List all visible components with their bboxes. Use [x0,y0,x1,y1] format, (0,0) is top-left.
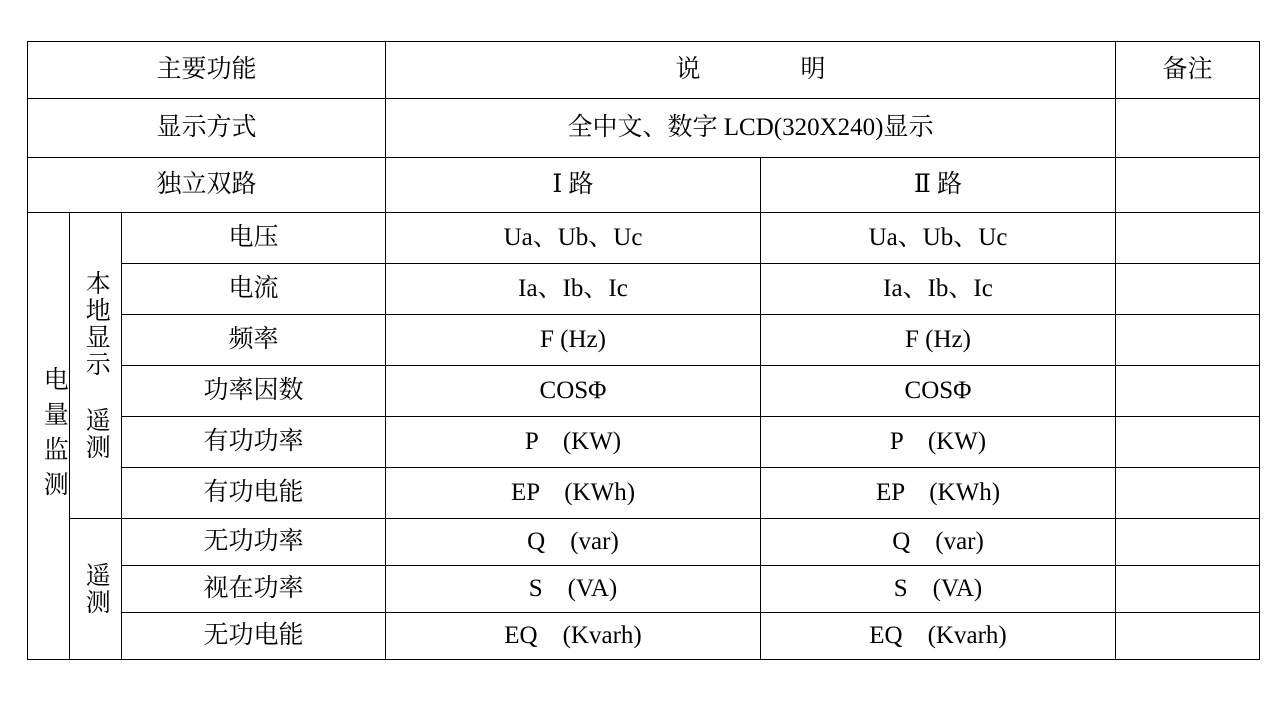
item-ch1-voltage: Ua、Ub、Uc [386,213,761,264]
table-row [28,613,1260,660]
item-ch1-frequency: F (Hz) [386,315,761,366]
item-name-reactive-energy: 无功电能 [122,613,386,660]
item-remark-apparent-power [1116,566,1260,613]
row-value-channel-2: Ⅱ 路 [761,158,1116,213]
header-cell-remark: 备注 [1116,42,1260,99]
item-ch2-frequency: F (Hz) [761,315,1116,366]
item-remark-power-factor [1116,366,1260,417]
item-ch2-reactive-energy: EQ (Kvarh) [761,613,1116,660]
item-name-active-power: 有功功率 [122,417,386,468]
table-row [28,366,1260,417]
item-remark-frequency [1116,315,1260,366]
item-ch2-active-power: P (KW) [761,417,1116,468]
row-label-display-mode: 显示方式 [28,99,386,158]
item-ch1-current: Ia、Ib、Ic [386,264,761,315]
item-ch1-reactive-energy: EQ (Kvarh) [386,613,761,660]
header-cell-description: 说 明 [386,42,1116,99]
item-ch2-active-energy: EP (KWh) [761,468,1116,519]
item-ch2-voltage: Ua、Ub、Uc [761,213,1116,264]
row-label-dual-channel: 独立双路 [28,158,386,213]
item-name-power-factor: 功率因数 [122,366,386,417]
specification-table [27,41,1260,660]
item-ch1-active-energy: EP (KWh) [386,468,761,519]
row-value-channel-1: Ⅰ 路 [386,158,761,213]
subgroup-label-telemetry: 遥测 [70,519,122,660]
item-ch2-current: Ia、Ib、Ic [761,264,1116,315]
item-remark-reactive-power [1116,519,1260,566]
item-remark-active-power [1116,417,1260,468]
subgroup-label-local-display: 本地显示 遥测 [70,213,122,519]
table-row [28,519,1260,566]
table-row [28,315,1260,366]
header-cell-function: 主要功能 [28,42,386,99]
item-name-voltage: 电压 [122,213,386,264]
item-name-reactive-power: 无功功率 [122,519,386,566]
item-name-active-energy: 有功电能 [122,468,386,519]
row-remark-display-mode [1116,99,1260,158]
table-row [28,264,1260,315]
item-name-frequency: 频率 [122,315,386,366]
item-ch2-apparent-power: S (VA) [761,566,1116,613]
item-ch1-reactive-power: Q (var) [386,519,761,566]
table-row [28,417,1260,468]
item-remark-reactive-energy [1116,613,1260,660]
row-remark-dual-channel [1116,158,1260,213]
table-row [28,566,1260,613]
item-remark-current [1116,264,1260,315]
item-ch2-reactive-power: Q (var) [761,519,1116,566]
table-row [28,158,1260,213]
item-remark-voltage [1116,213,1260,264]
row-value-display-mode: 全中文、数字 LCD(320X240)显示 [386,99,1116,158]
table-row [28,99,1260,158]
group-label-power-monitoring: 电量监测 [28,213,70,660]
item-ch1-active-power: P (KW) [386,417,761,468]
item-ch1-apparent-power: S (VA) [386,566,761,613]
table-row [28,468,1260,519]
table-row [28,213,1260,264]
table-header-row [28,42,1260,99]
item-name-apparent-power: 视在功率 [122,566,386,613]
item-ch1-power-factor: COSΦ [386,366,761,417]
item-name-current: 电流 [122,264,386,315]
item-remark-active-energy [1116,468,1260,519]
item-ch2-power-factor: COSΦ [761,366,1116,417]
